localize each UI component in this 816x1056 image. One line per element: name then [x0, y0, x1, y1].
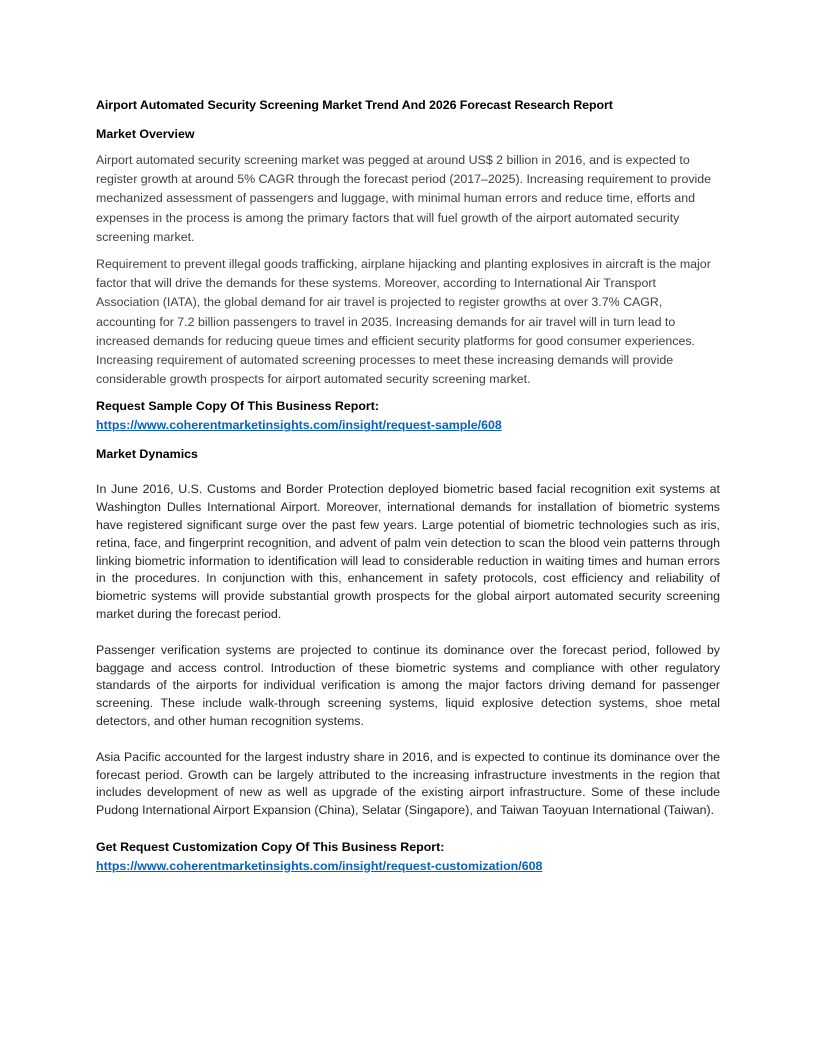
customization-request-link[interactable]: https://www.coherentmarketinsights.com/insight/request-customization/608	[96, 858, 543, 873]
customization-request-block	[96, 838, 720, 876]
dynamics-paragraph-3: Asia Pacific accounted for the largest industry share in 2016, and is expected to continue its dominance over the forecast period. Growth can be largely attributed to the increasing infrastructure investments in the region that includes development of new as well as upgrade of the existing airport infrastructure. Some of these include Pudong International Airport Expansion (China), Selatar (Singapore), and Taiwan Taoyuan International (Taiwan).	[96, 749, 720, 818]
overview-paragraph-1: Airport automated security screening market was pegged at around US$ 2 billion in 2016, and is expected to register growth at around 5% CAGR through the forecast period (2017–2025). Increasing requirement to provide mechanized assessment of passengers and luggage, with minimal human errors and reduce time, efforts and expenses in the process is among the primary factors that will fuel growth of the airport automated security screening market.	[96, 153, 712, 244]
sample-request-block	[96, 397, 720, 435]
sample-request-label: Request Sample Copy Of This Business Report:	[96, 399, 379, 414]
market-dynamics-heading: Market Dynamics	[96, 447, 198, 462]
dynamics-paragraph-1: In June 2016, U.S. Customs and Border Protection deployed biometric based facial recognition exit systems at Washington Dulles International Airport. Moreover, international demands for installation of biometric systems have registered significant surge over the past few years. Large potential of biometric technologies such as iris, retina, face, and fingerprint recognition, and advent of palm vein detection to scan the blood vein patterns through linking biometric information to identification will lead to considerable reduction in waiting times and human errors in the procedures. In conjunction with this, enhancement in safety protocols, cost efficiency and reliability of biometric systems will provide substantial growth prospects for the global airport automated security screening market during the forecast period.	[96, 482, 720, 622]
spacer	[96, 471, 720, 481]
customization-request-label: Get Request Customization Copy Of This Business Report:	[96, 839, 445, 854]
dynamics-paragraph-2: Passenger verification systems are projected to continue its dominance over the forecast period, followed by baggage and access control. Introduction of these biometric systems and compliance with other regulatory standards of the airports for individual verification is among the major factors driving demand for passenger screening. These include walk-through screening systems, liquid explosive detection systems, shoe metal detectors, and other human recognition systems.	[96, 642, 720, 728]
market-overview-heading: Market Overview	[96, 127, 195, 141]
document-page	[96, 96, 720, 886]
sample-request-link[interactable]: https://www.coherentmarketinsights.com/insight/request-sample/608	[96, 418, 502, 433]
document-title: Airport Automated Security Screening Market Trend And 2026 Forecast Research Report	[96, 98, 613, 112]
overview-paragraph-2: Requirement to prevent illegal goods trafficking, airplane hijacking and planting explosives in aircraft is the major factor that will drive the demands for these systems. Moreover, according to International Air Transport Association (IATA), the global demand for air travel is projected to register growths at over 3.7% CAGR, accounting for 7.2 billion passengers to travel in 2035. Increasing demands for air travel will in turn lead to increased demands for reducing queue times and efficient security platforms for good consumer experiences. Increasing requirement of automated screening processes to meet these increasing demands will provide considerable growth prospects for airport automated security screening market.	[96, 257, 711, 387]
